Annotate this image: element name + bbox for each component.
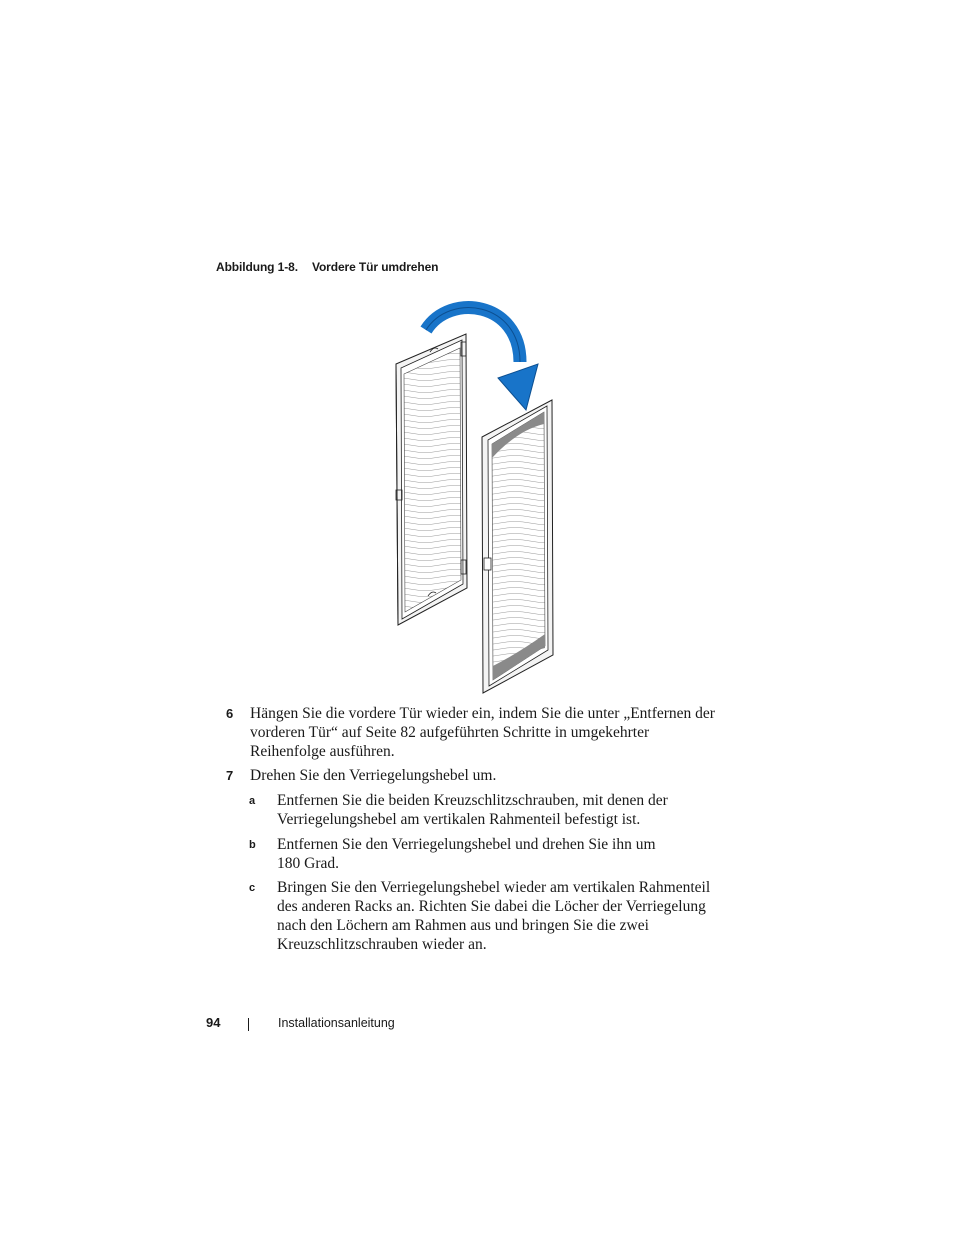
door-flip-illustration: [380, 292, 580, 700]
step-number: 7: [226, 768, 234, 783]
substep-letter: c: [249, 882, 256, 894]
left-door-rear-view: [396, 334, 467, 625]
step-text: Hängen Sie die vordere Tür wieder ein, indem Sie die unter „Entfernen der vorderen Tür“ auf Seite 82 aufgeführten Schritte in umgekehrter Reihenfolge ausführen.: [250, 705, 715, 760]
figure-caption: [216, 260, 438, 274]
step-6: [226, 704, 716, 761]
substep-text: Entfernen Sie die beiden Kreuzschlitzschrauben, mit denen der Verriegelungshebel am vertikalen Rahmenteil befestigt ist.: [277, 792, 668, 828]
figure-title: Vordere Tür umdrehen: [311, 260, 439, 274]
step-number: 6: [226, 706, 234, 721]
footer-divider: [248, 1018, 249, 1031]
step-text: Drehen Sie den Verriegelungshebel um.: [250, 767, 497, 784]
substep-c: [249, 878, 719, 954]
substep-letter: a: [249, 795, 256, 807]
step-7: [226, 766, 716, 785]
substep-text: Entfernen Sie den Verriegelungshebel und drehen Sie ihn um 180 Grad.: [277, 836, 656, 872]
substep-text: Bringen Sie den Verriegelungshebel wieder am vertikalen Rahmenteil des anderen Racks an. Richten Sie dabei die Löcher der Verriegelung nach den Löchern am Rahmen aus und bringen Sie die zwei Kreuzschlitzschrauben wieder an.: [277, 879, 711, 953]
page-number: 94: [206, 1015, 221, 1030]
substep-a: [249, 791, 679, 829]
footer-doc-title: Installationsanleitung: [278, 1016, 395, 1030]
right-door-front-view: [482, 400, 553, 693]
substep-letter: b: [249, 839, 256, 851]
figure-label: Abbildung 1-8.: [216, 260, 298, 274]
substep-b: [249, 835, 679, 873]
